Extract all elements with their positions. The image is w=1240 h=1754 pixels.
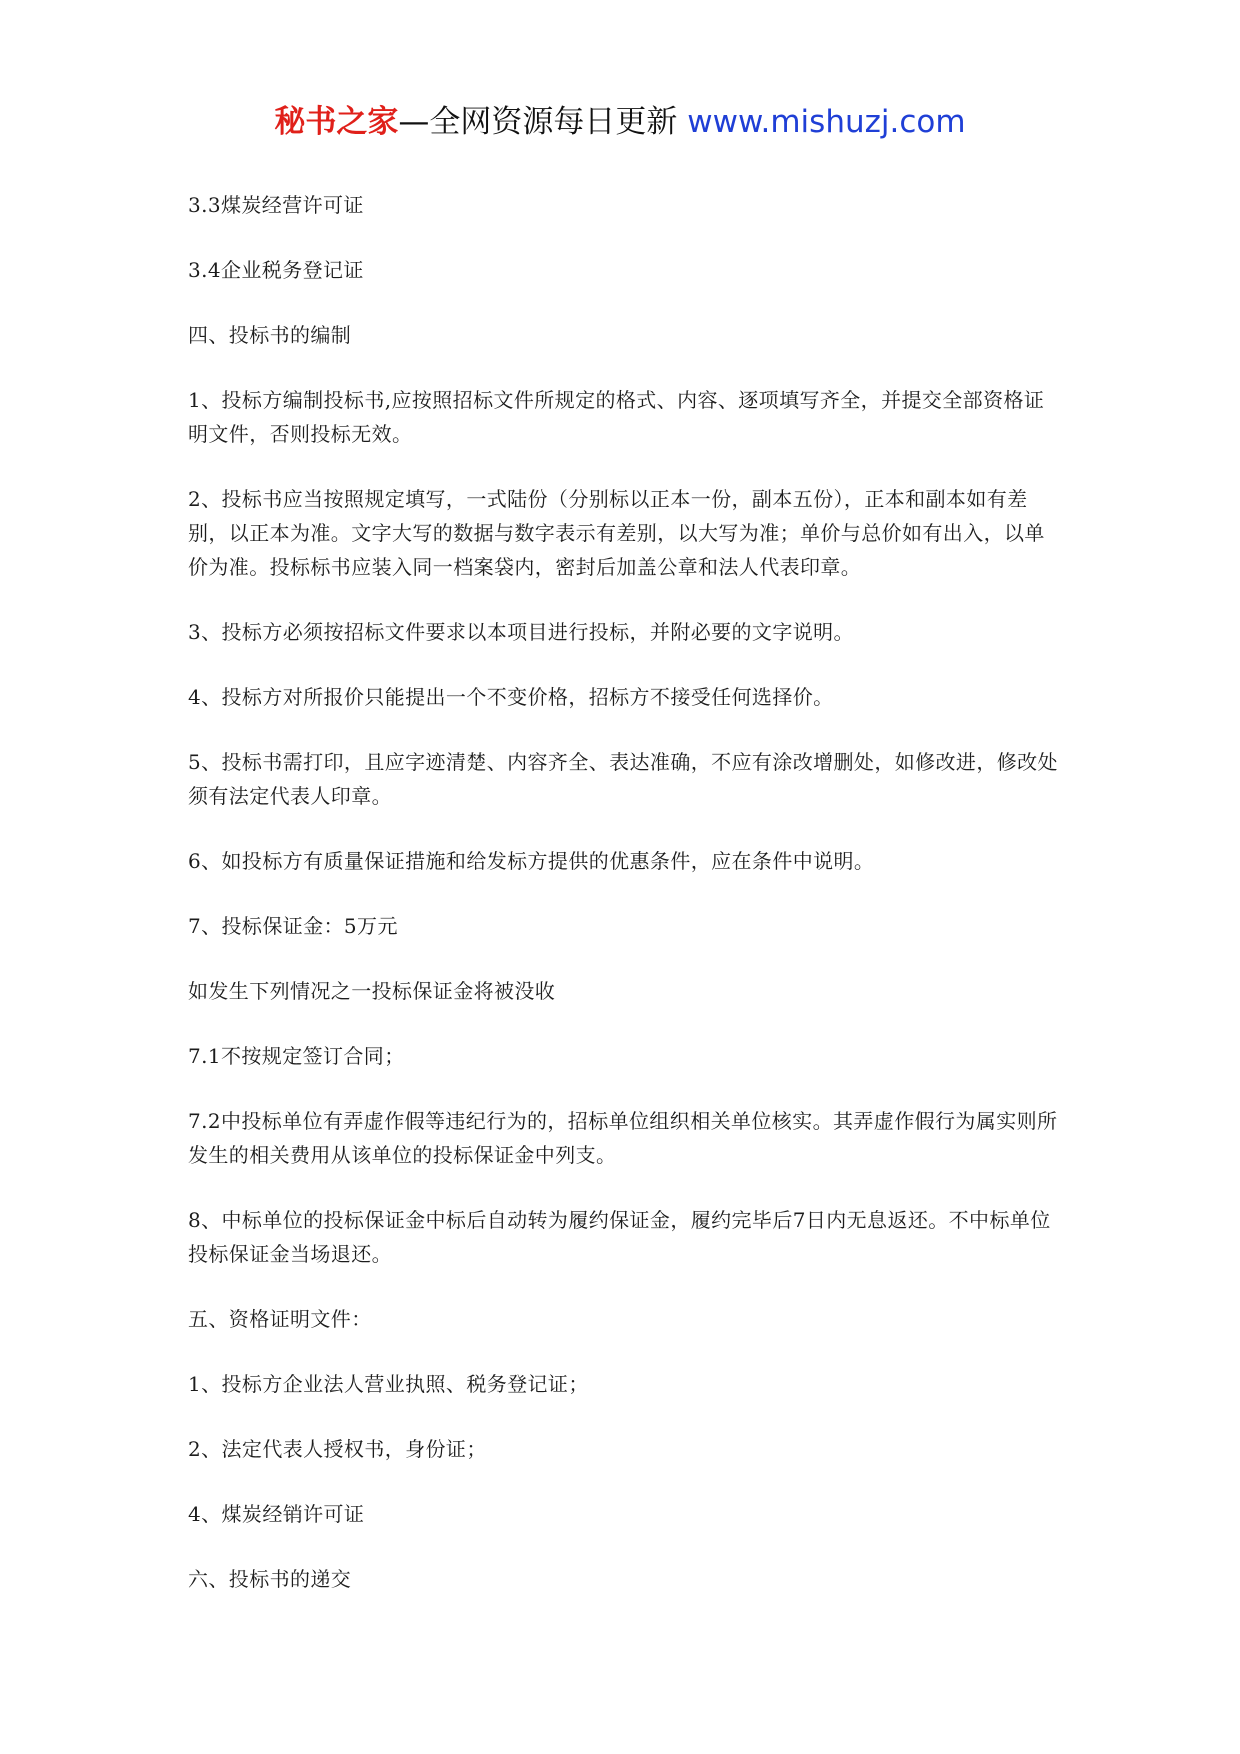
qualification-2: 2、法定代表人授权书，身份证； <box>188 1437 487 1461</box>
forfeit-7-2: 7.2中投标单位有弄虚作假等违纪行为的，招标单位组织相关单位核实。其弄虚作假行为属实则所发生的相关费用从该单位的投标保证金中列支。 <box>188 1109 1058 1167</box>
forfeit-7-1: 7.1不按规定签订合同； <box>188 1044 405 1068</box>
bid-rule-2: 2、投标书应当按照规定填写，一式陆份（分别标以正本一份，副本五份），正本和副本如有差别，以正本为准。文字大写的数据与数字表示有差别，以大写为准；单价与总价如有出入，以单价为准。投标标书应装入同一档案袋内，密封后加盖公章和法人代表印章。 <box>188 487 1045 579</box>
document-body <box>188 188 1058 1627</box>
bid-rule-7: 7、投标保证金：5万元 <box>188 914 398 938</box>
section-heading-5: 五、资格证明文件： <box>188 1307 372 1331</box>
bid-rule-1: 1、投标方编制投标书,应按照招标文件所规定的格式、内容、逐项填写齐全，并提交全部资格证明文件，否则投标无效。 <box>188 388 1045 446</box>
section-heading-6: 六、投标书的递交 <box>188 1567 352 1591</box>
site-slogan: —全网资源每日更新 <box>398 104 678 140</box>
item-3-3: 3.3煤炭经营许可证 <box>188 193 364 217</box>
bid-rule-4: 4、投标方对所报价只能提出一个不变价格，招标方不接受任何选择价。 <box>188 685 834 709</box>
qualification-1: 1、投标方企业法人营业执照、税务登记证； <box>188 1372 589 1396</box>
bid-rule-6: 6、如投标方有质量保证措施和给发标方提供的优惠条件，应在条件中说明。 <box>188 849 875 873</box>
site-header <box>0 102 1240 142</box>
bid-rule-8: 8、中标单位的投标保证金中标后自动转为履约保证金，履约完毕后7日内无息返还。不中标单位投标保证金当场退还。 <box>188 1208 1051 1266</box>
bid-rule-5: 5、投标书需打印，且应字迹清楚、内容齐全、表达准确，不应有涂改增删处，如修改进，修改处须有法定代表人印章。 <box>188 750 1058 808</box>
section-heading-4: 四、投标书的编制 <box>188 323 352 347</box>
bid-rule-3: 3、投标方必须按招标文件要求以本项目进行投标，并附必要的文字说明。 <box>188 620 854 644</box>
forfeit-intro: 如发生下列情况之一投标保证金将被没收 <box>188 979 556 1003</box>
site-brand: 秘书之家 <box>274 104 399 140</box>
item-3-4: 3.4企业税务登记证 <box>188 258 364 282</box>
site-url-link[interactable]: www.mishuzj.com <box>687 104 966 140</box>
qualification-4: 4、煤炭经销许可证 <box>188 1502 365 1526</box>
